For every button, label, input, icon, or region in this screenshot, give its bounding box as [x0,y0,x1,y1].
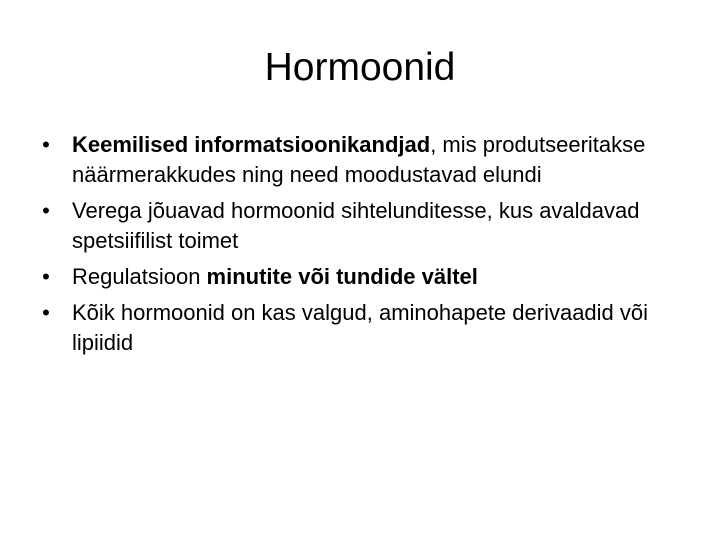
bullet-dot-icon: • [42,132,50,157]
bullet-3-text: Regulatsioon [72,264,207,289]
bullet-dot-icon: • [42,198,50,223]
bullet-dot-icon: • [42,264,50,289]
bullet-4-text: Kõik hormoonid on kas valgud, aminohapete derivaadid või lipiidid [72,300,649,355]
bullet-3-bold: minutite või tundide vältel [206,264,478,289]
bullet-2-text: Verega jõuavad hormoonid sihtelunditesse, kus avaldavad spetsiifilist toimet [72,198,640,253]
bullet-item-1 [36,130,656,190]
bullet-list [36,130,656,364]
bullet-dot-icon: • [42,300,50,325]
slide-title: Hormoonid [264,46,456,89]
bullet-item-2 [36,196,656,256]
bullet-1-bold-lead: Keemilised informatsioonikandjad [72,132,431,157]
bullet-item-4 [36,298,656,358]
bullet-1-text: , mis produtseeritakse näärmerakkudes ning need moodustavad elundi [72,132,646,187]
bullet-item-3 [36,262,656,292]
